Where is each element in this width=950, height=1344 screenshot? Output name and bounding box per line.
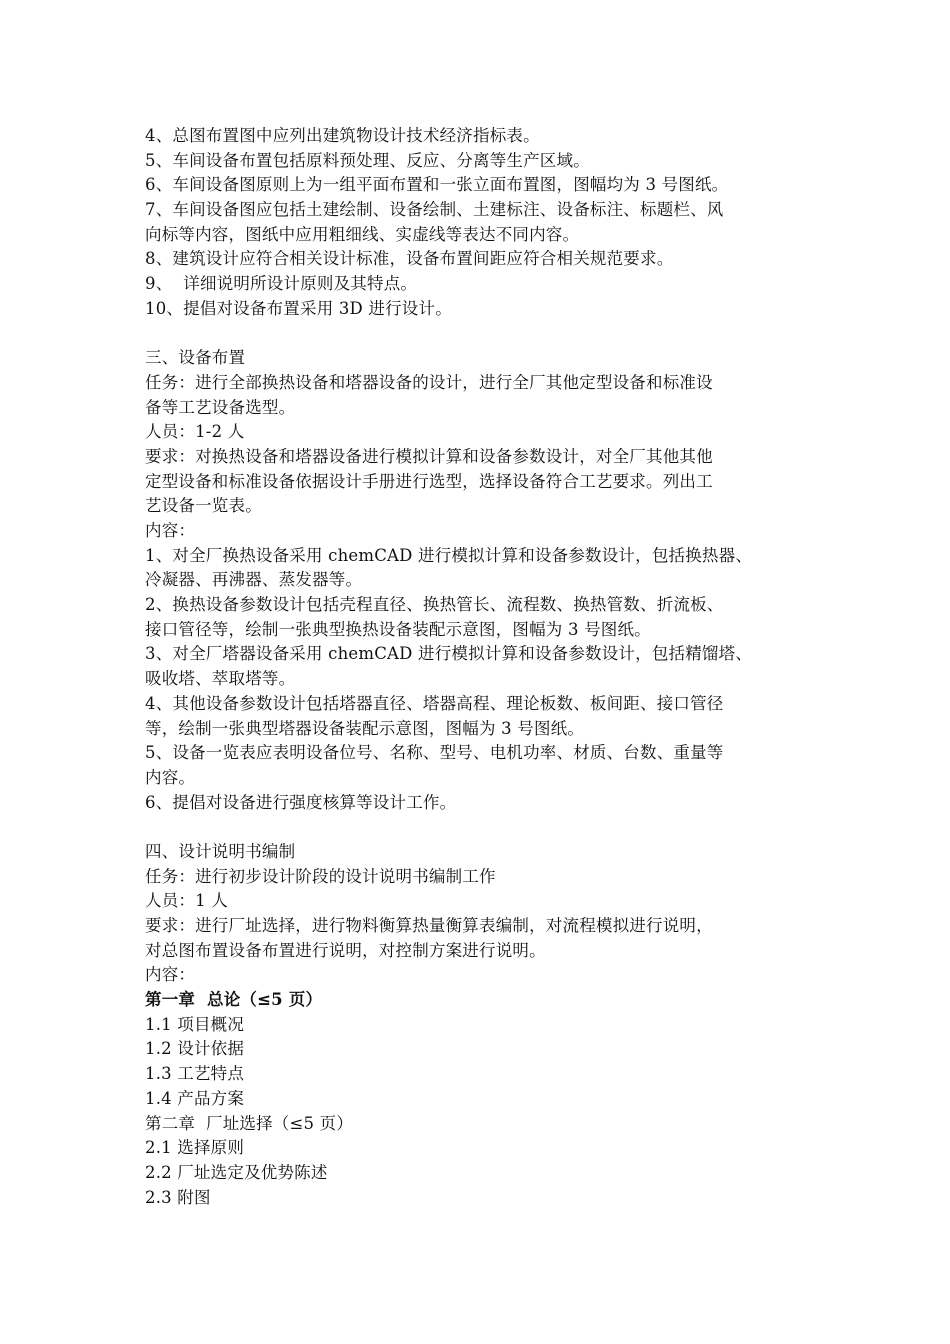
text-line: 7、车间设备图应包括土建绘制、设备绘制、土建标注、设备标注、标题栏、风: [145, 200, 724, 220]
blank-line: [145, 815, 825, 840]
text-line: 10、提倡对设备布置采用 3D 进行设计。: [145, 298, 452, 318]
text-line: 2.1 选择原则: [145, 1138, 245, 1158]
section-heading: 四、设计说明书编制: [145, 841, 296, 861]
text-line: 定型设备和标准设备依据设计手册进行选型，选择设备符合工艺要求。列出工: [145, 471, 713, 491]
text-line: 4、其他设备参数设计包括塔器直径、塔器高程、理论板数、板间距、接口管径: [145, 693, 724, 713]
text-line: 内容：: [145, 965, 196, 985]
text-line: 艺设备一览表。: [145, 496, 262, 516]
text-line: 6、提倡对设备进行强度核算等设计工作。: [145, 792, 457, 812]
chapter-heading: 第一章 总论（≤5 页）: [145, 990, 323, 1010]
text-line: 2.3 附图: [145, 1187, 211, 1207]
chapter-heading: 第二章 厂址选择（≤5 页）: [145, 1113, 354, 1133]
text-line: 5、设备一览表应表明设备位号、名称、型号、电机功率、材质、台数、重量等: [145, 743, 724, 763]
text-line: 接口管径等，绘制一张典型换热设备装配示意图，图幅为 3 号图纸。: [145, 619, 651, 639]
text-line: 8、建筑设计应符合相关设计标准，设备布置间距应符合相关规范要求。: [145, 249, 674, 269]
text-line: 9、 详细说明所设计原则及其特点。: [145, 274, 418, 294]
text-line: 1.1 项目概况: [145, 1014, 245, 1034]
document-page: [145, 124, 825, 1210]
blank-line: [145, 322, 825, 347]
text-line: 备等工艺设备选型。: [145, 397, 296, 417]
text-line: 任务：进行初步设计阶段的设计说明书编制工作: [145, 866, 496, 886]
text-line: 任务：进行全部换热设备和塔器设备的设计，进行全厂其他定型设备和标准设: [145, 372, 713, 392]
text-line: 内容。: [145, 767, 196, 787]
text-line: 人员：1-2 人: [145, 422, 245, 442]
text-line: 1.4 产品方案: [145, 1088, 245, 1108]
text-line: 对总图布置设备布置进行说明，对控制方案进行说明。: [145, 940, 546, 960]
text-line: 3、对全厂塔器设备采用 chemCAD 进行模拟计算和设备参数设计，包括精馏塔、: [145, 644, 753, 664]
text-line: 向标等内容，图纸中应用粗细线、实虚线等表达不同内容。: [145, 224, 580, 244]
text-line: 4、总图布置图中应列出建筑物设计技术经济指标表。: [145, 126, 540, 145]
text-line: 5、车间设备布置包括原料预处理、反应、分离等生产区域。: [145, 150, 590, 170]
text-line: 要求：进行厂址选择，进行物料衡算热量衡算表编制，对流程模拟进行说明，: [145, 916, 713, 935]
text-line: 内容：: [145, 521, 196, 540]
text-line: 要求：对换热设备和塔器设备进行模拟计算和设备参数设计，对全厂其他其他: [145, 446, 713, 466]
section-heading: 三、设备布置: [145, 348, 246, 368]
text-line: 人员：1 人: [145, 891, 228, 911]
text-line: 冷凝器、再沸器、蒸发器等。: [145, 570, 363, 590]
text-line: 6、车间设备图原则上为一组平面布置和一张立面布置图，图幅均为 3 号图纸。: [145, 175, 729, 195]
text-line: 1、对全厂换热设备采用 chemCAD 进行模拟计算和设备参数设计，包括换热器、: [145, 545, 753, 565]
text-line: 吸收塔、萃取塔等。: [145, 669, 296, 689]
text-line: 2、换热设备参数设计包括壳程直径、换热管长、流程数、换热管数、折流板、: [145, 595, 724, 615]
text-line: 等，绘制一张典型塔器设备装配示意图，图幅为 3 号图纸。: [145, 718, 585, 738]
text-line: 1.2 设计依据: [145, 1039, 245, 1059]
text-line: 2.2 厂址选定及优势陈述: [145, 1162, 328, 1182]
text-line: 1.3 工艺特点: [145, 1064, 245, 1084]
